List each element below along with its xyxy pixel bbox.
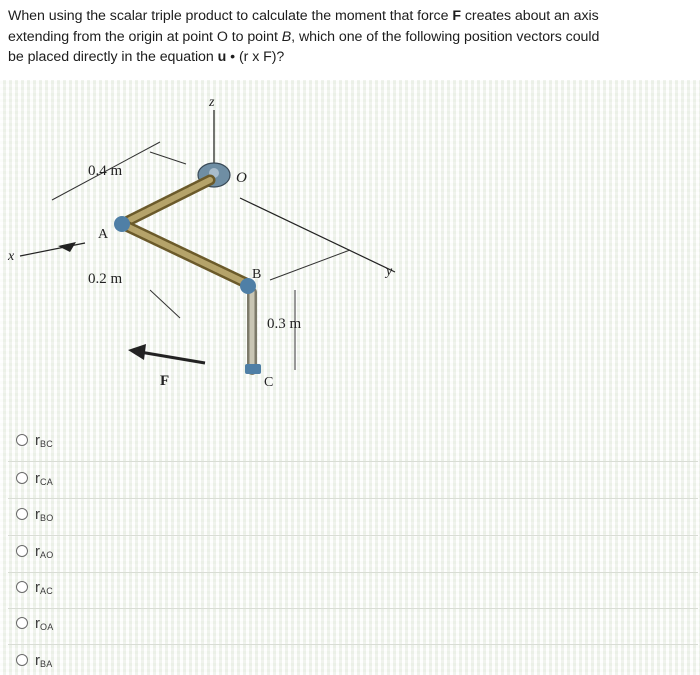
dim-02-label: 0.2 m — [88, 271, 123, 287]
point-c-label: C — [264, 375, 274, 390]
point-a-label: A — [98, 227, 109, 242]
option-label: $r_{BA}$ — [35, 651, 53, 669]
radio-button[interactable] — [16, 508, 28, 520]
radio-button[interactable] — [16, 472, 28, 484]
question-line-1: When using the scalar triple product to calculate the moment that force F creates about an axis — [8, 8, 599, 24]
option-label: $r_{AO}$ — [35, 542, 54, 560]
x-axis-label: x — [8, 249, 15, 264]
quiz-area — [0, 80, 700, 675]
option-label: $r_{BO}$ — [35, 505, 54, 523]
dim-03-label: 0.3 m — [267, 316, 302, 332]
option-r-oa[interactable] — [16, 608, 686, 638]
option-label: $r_{BC}$ — [35, 431, 54, 449]
option-label: $r_{AC}$ — [35, 578, 54, 596]
option-label: $r_{CA}$ — [35, 469, 54, 487]
z-axis-label: z — [209, 95, 215, 110]
radio-button[interactable] — [16, 654, 28, 666]
radio-button[interactable] — [16, 545, 28, 557]
force-symbol: F — [452, 8, 461, 24]
option-r-ca[interactable] — [16, 463, 686, 493]
x-axis-line — [20, 243, 85, 256]
option-r-bc[interactable] — [16, 425, 686, 455]
option-r-ac[interactable] — [16, 572, 686, 602]
question-line-3: be placed directly in the equation u • (r x F)? — [8, 49, 285, 65]
option-r-bo[interactable] — [16, 499, 686, 529]
dim-04-label: 0.4 m — [88, 163, 123, 179]
point-b-label: B — [252, 267, 262, 282]
force-arrow — [140, 352, 205, 363]
pipe-figure — [0, 80, 400, 400]
question-text — [8, 6, 692, 68]
option-divider — [8, 461, 698, 462]
question-line-2: extending from the origin at point O to point B, which one of the following position vectors could — [8, 28, 600, 45]
y-axis-label: y — [386, 264, 393, 279]
option-r-ba[interactable] — [16, 645, 686, 675]
unit-vector-symbol: u — [217, 49, 227, 65]
option-r-ao[interactable] — [16, 536, 686, 566]
force-label: F — [160, 373, 170, 389]
radio-button[interactable] — [16, 581, 28, 593]
point-b-symbol: B — [281, 28, 292, 45]
y-axis-line — [240, 198, 395, 272]
option-label: $r_{OA}$ — [35, 614, 54, 632]
point-o-label: O — [236, 170, 247, 186]
x-axis-arrow — [58, 242, 76, 252]
radio-button[interactable] — [16, 434, 28, 446]
radio-button[interactable] — [16, 617, 28, 629]
